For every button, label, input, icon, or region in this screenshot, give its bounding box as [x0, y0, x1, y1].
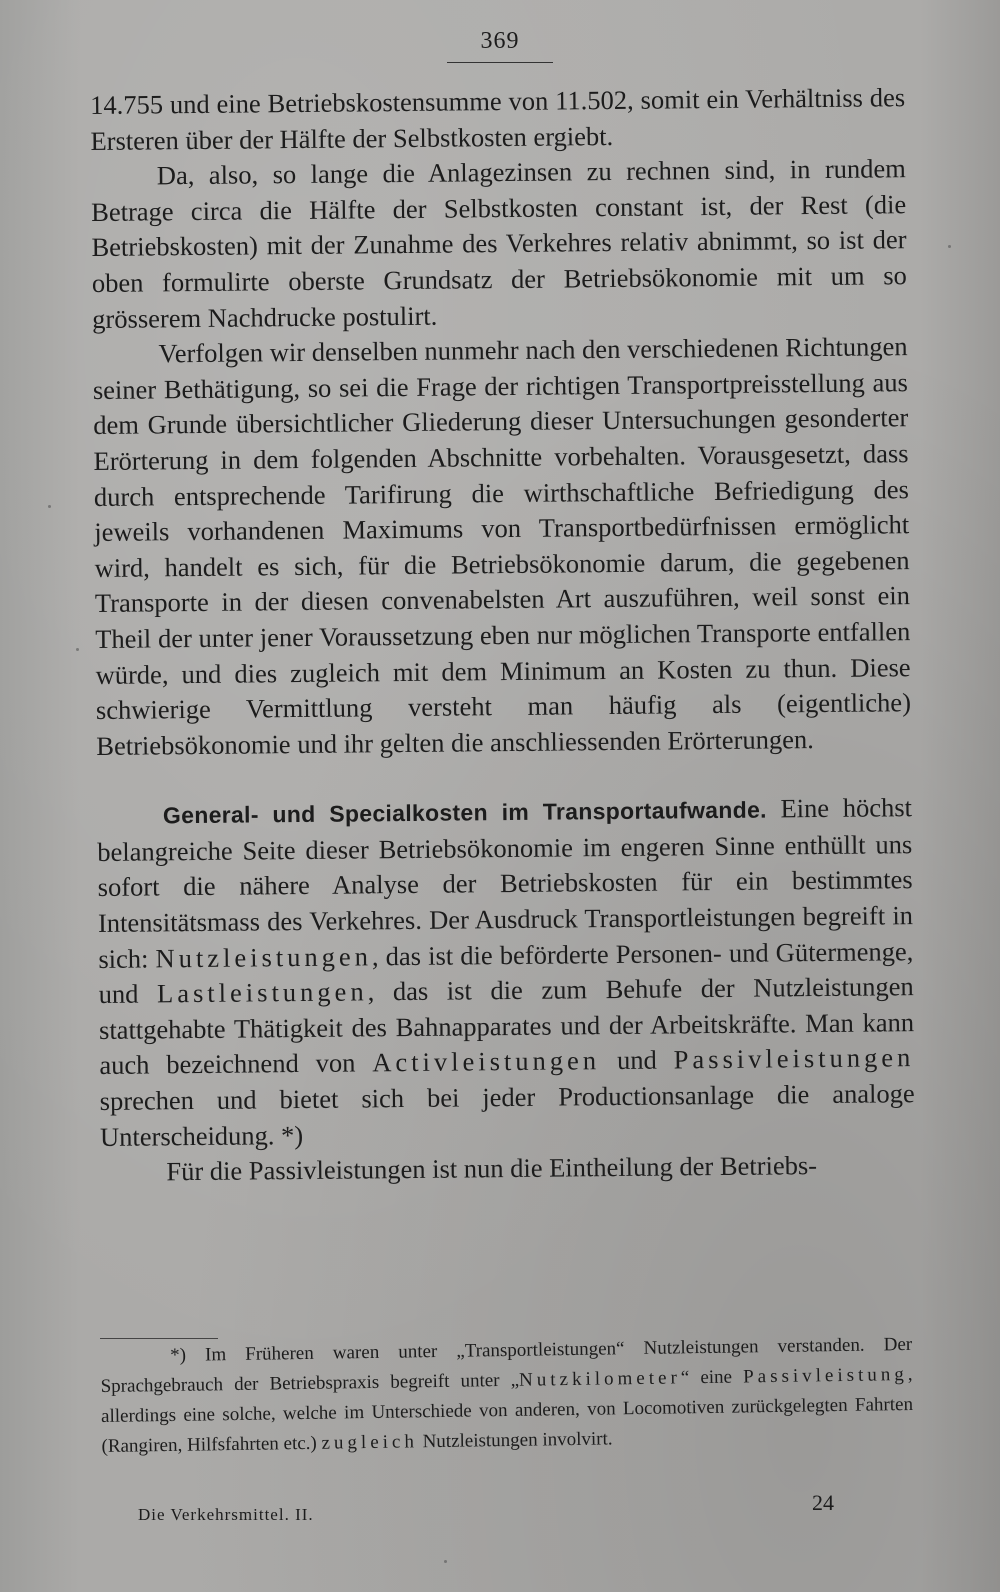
page-number: 369: [480, 28, 520, 54]
text-run: und: [599, 1044, 674, 1076]
paper-speck: [76, 648, 79, 651]
paragraph: Für die Passivleistungen ist nun die Eintheilung der Betriebs-: [166, 1150, 818, 1187]
emphasized-term: Lastleistungen: [156, 976, 368, 1009]
section-paragraph: [97, 790, 915, 1155]
emphasized-term: Nutzleistungen: [155, 940, 373, 974]
text-run: sprechen und bietet sich bei jeder Productionsanlage die analoge Unterscheidung. *): [99, 1078, 915, 1152]
footnote-rule: [100, 1338, 218, 1339]
paper-speck: [948, 245, 951, 248]
paragraph-continuation: 14.755 und eine Betriebskostensumme von 11.502, somit ein Verhältniss des Ersteren über der Hälfte der Selbstkosten ergiebt.: [90, 82, 906, 156]
emphasized-term: Nutzkilometer: [518, 1367, 681, 1391]
text-run: Eine höchst belangreiche Seite dieser Betriebsökonomie im engeren Sinne enthüllt uns sofort die nähere Analyse der Betriebskosten für ein bestimmtes Intensitätsmass des Verkehres. Der Ausdruck Transportleistungen begreift in sich:: [97, 792, 914, 974]
text-run: Nutzleistungen involvirt.: [417, 1428, 613, 1453]
text-run: , das ist die zum Behufe der Nutzleistungen stattgehabte Thätigkeit des Bahnapparates und der Arbeitskräfte. Man kann auch bezeichnend von: [98, 971, 915, 1081]
emphasized-term: Passivleistung: [742, 1364, 908, 1388]
emphasized-term: zugleich: [321, 1431, 419, 1454]
paragraph: Da, also, so lange die Anlagezinsen zu rechnen sind, in rundem Betrage circa die Hälfte der Selbstkosten constant ist, der Rest (die Betriebskosten) mit der Zunahme des Verkehres relativ abnimmt, so ist der oben formulirte oberste Grundsatz der Betriebsökonomie mit um so grösserem Nachdrucke postulirt.: [91, 153, 907, 334]
sheet-number: 24: [812, 1490, 834, 1515]
text-run: “ eine: [680, 1366, 744, 1389]
paragraph: Verfolgen wir denselben nunmehr nach den verschiedenen Richtungen seiner Bethätigung, so sei die Frage der richtigen Transportpreisstellung aus dem Grunde übersichtlicher Gliederung dieser Untersuchungen gesonderter Erörterung in dem folgenden Abschnitte vorbehalten. Vorausgesetzt, dass durch entsprechende Tarifirung die wirthschaftliche Befriedigung des jeweils vorhandenen Maximums von Transportbedürfnissen ermöglicht wird, handelt es sich, für die Betriebsökonomie darum, die gegebenen Transporte in der diesen convenabelsten Art auszuführen, weil sonst ein Theil der unter jener Voraussetzung eben nur möglichen Transporte entfallen würde, und dies zugleich mit dem Minimum an Kosten zu thun. Diese schwierige Vermittlung versteht man häufig als (eigentliche) Betriebsökonomie und ihr gelten die anschliessenden Erörterungen.: [92, 331, 912, 761]
footnote-paragraph: [100, 1330, 914, 1462]
emphasized-term: Passivleistungen: [673, 1042, 915, 1075]
main-text: [90, 80, 916, 1191]
paper-speck: [48, 505, 51, 508]
text-run: , allerdings eine solche, welche im Unterschiede von anderen, von Locomotiven zurückgelegten Fahrten (Rangiren, Hilfsfahrten etc.): [100, 1363, 914, 1457]
footnote: [100, 1330, 914, 1462]
text-run: *) Im Früheren waren unter „Transportleistungen“ Nutzleistungen verstanden. Der Sprachgebrauch der Betriebspraxis begreift unter „: [100, 1333, 913, 1397]
signature-mark: Die Verkehrsmittel. II.: [138, 1505, 314, 1524]
emphasized-term: Activleistungen: [372, 1045, 601, 1078]
header-rule: [447, 62, 553, 63]
section-heading: General- und Specialkosten im Transportaufwande.: [162, 796, 767, 829]
text-run: , das ist die beförderte Personen- und Gütermenge, und: [98, 935, 914, 1010]
paper-speck: [444, 1560, 447, 1563]
